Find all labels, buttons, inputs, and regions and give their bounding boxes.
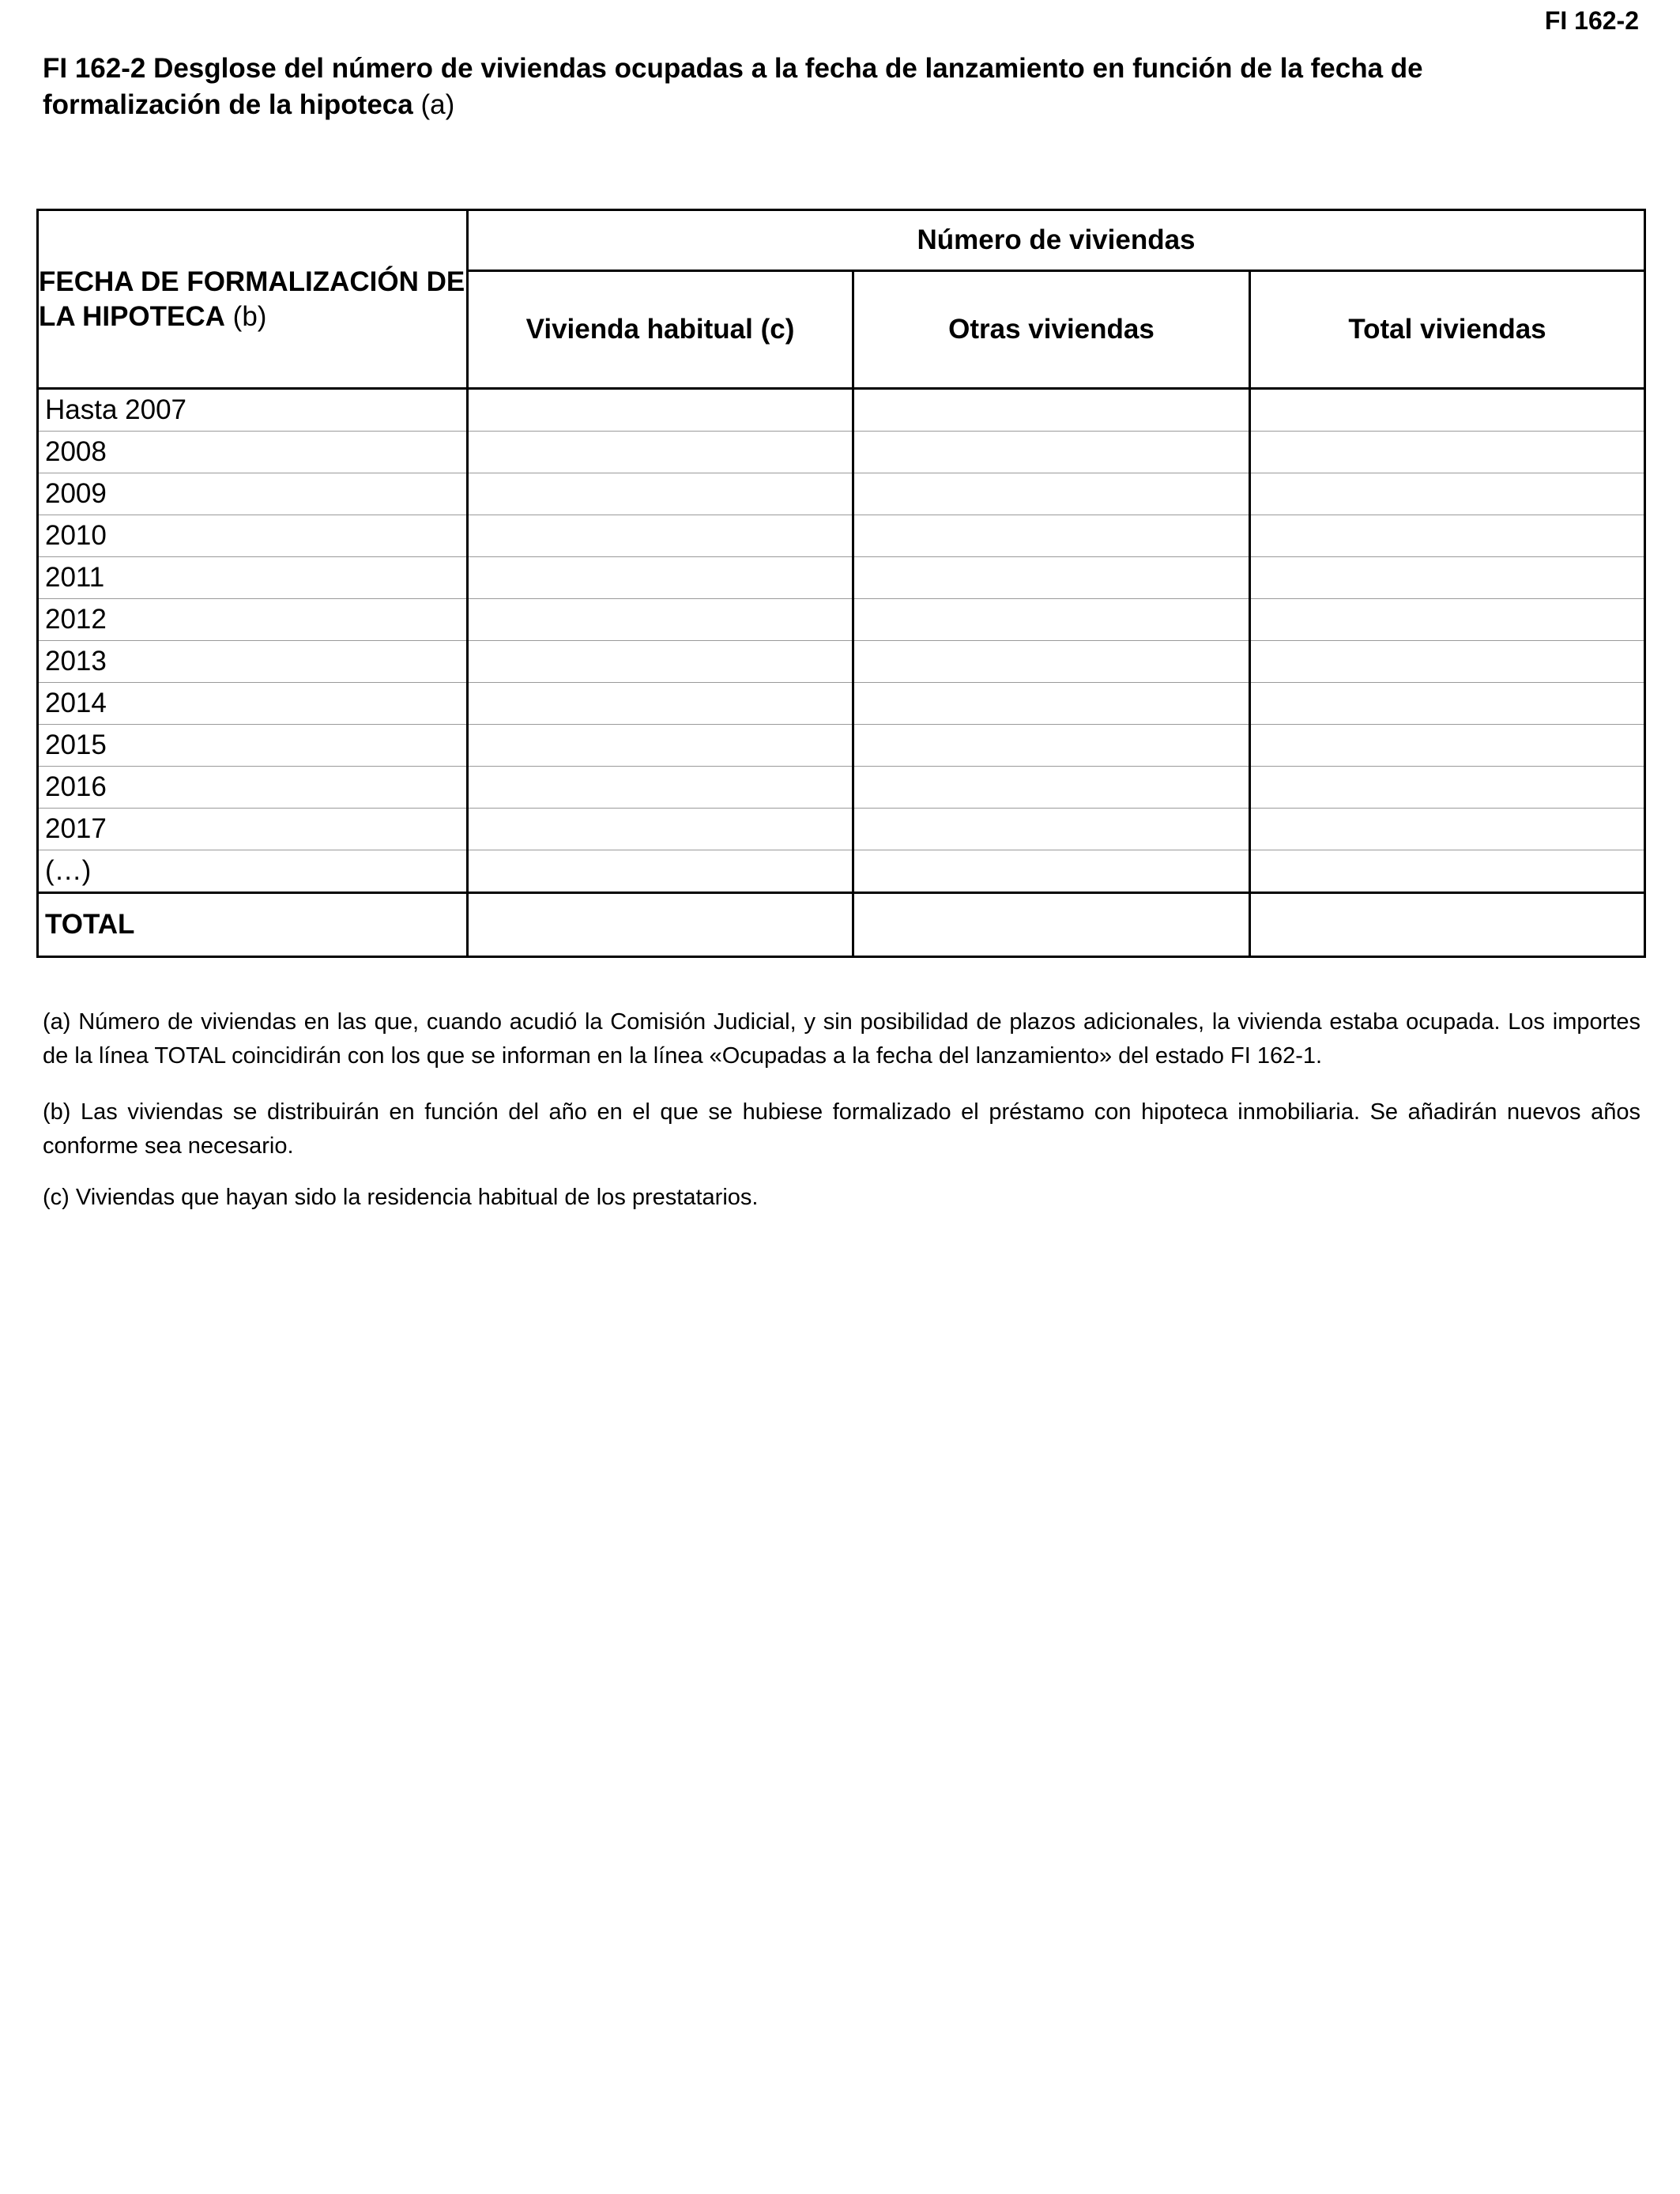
row-header-note-ref: (b) [224,300,267,332]
input-cell-vivienda-habitual[interactable] [468,473,853,515]
input-cell-total-viviendas[interactable] [1250,473,1645,515]
input-cell-otras-viviendas[interactable] [853,557,1250,599]
footnote-a: (a) Número de viviendas en las que, cuando acudió la Comisión Judicial, y sin posibilidad de plazos adicionales, la vivienda estaba ocupada. Los importes de la línea TOTAL coincidirán con los que se informan en la línea «Ocupadas a la fecha del lanzamiento» del estado FI 162-1. [43,1009,1640,1069]
input-cell-total-viviendas[interactable] [1250,683,1645,725]
footnote-b: (b) Las viviendas se distribuirán en función del año en el que se hubiese formalizado el préstamo con hipoteca inmobiliaria. Se añadirán nuevos años conforme sea necesario. [43,1099,1640,1159]
row-header-cell [38,210,468,389]
total-label: TOTAL [38,893,468,957]
input-cell-otras-viviendas[interactable] [853,432,1250,473]
table-row [38,557,1645,599]
row-label: 2010 [38,515,468,557]
input-cell-vivienda-habitual[interactable] [468,767,853,809]
column-header-note-ref: (c) [752,314,795,345]
row-label: 2011 [38,557,468,599]
input-cell-total-viviendas[interactable] [1250,641,1645,683]
input-cell-vivienda-habitual[interactable] [468,641,853,683]
row-label: 2012 [38,599,468,641]
page-title-note-ref: (a) [412,89,455,120]
table-row [38,683,1645,725]
row-label: (…) [38,850,468,893]
input-cell-total-viviendas[interactable] [1250,432,1645,473]
input-cell-vivienda-habitual[interactable] [468,599,853,641]
row-label: 2014 [38,683,468,725]
total-cell-vivienda-habitual[interactable] [468,893,853,957]
input-cell-otras-viviendas[interactable] [853,473,1250,515]
footnote-c: (c) Viviendas que hayan sido la residencia habitual de los prestatarios. [43,1185,759,1210]
input-cell-vivienda-habitual[interactable] [468,809,853,850]
input-cell-otras-viviendas[interactable] [853,767,1250,809]
input-cell-otras-viviendas[interactable] [853,683,1250,725]
table-row [38,473,1645,515]
column-header-vivienda-habitual [468,271,853,389]
row-label: 2008 [38,432,468,473]
row-label: Hasta 2007 [38,389,468,432]
row-label: 2009 [38,473,468,515]
footnotes [43,1005,1640,1237]
form-code: FI 162-2 [1544,6,1639,35]
table-row [38,809,1645,850]
column-header-total-viviendas [1250,271,1645,389]
table-row [38,767,1645,809]
row-label: 2015 [38,725,468,767]
input-cell-total-viviendas[interactable] [1250,809,1645,850]
input-cell-otras-viviendas[interactable] [853,725,1250,767]
column-header-otras-viviendas [853,271,1250,389]
page-title-main: FI 162-2 Desglose del número de viviendas ocupadas a la fecha de lanzamiento en función de la fecha de formalización de la hipoteca [43,53,1423,120]
input-cell-otras-viviendas[interactable] [853,809,1250,850]
table-row [38,725,1645,767]
total-cell-otras-viviendas[interactable] [853,893,1250,957]
input-cell-vivienda-habitual[interactable] [468,850,853,893]
input-cell-total-viviendas[interactable] [1250,557,1645,599]
input-cell-vivienda-habitual[interactable] [468,725,853,767]
total-row [38,893,1645,957]
input-cell-total-viviendas[interactable] [1250,515,1645,557]
page-title [43,51,1607,123]
input-cell-total-viviendas[interactable] [1250,599,1645,641]
table-row [38,599,1645,641]
input-cell-total-viviendas[interactable] [1250,725,1645,767]
column-header-label: Total viviendas [1348,314,1546,345]
total-cell-total-viviendas[interactable] [1250,893,1645,957]
data-table [36,209,1646,958]
input-cell-total-viviendas[interactable] [1250,389,1645,432]
input-cell-total-viviendas[interactable] [1250,767,1645,809]
table-row [38,641,1645,683]
row-label: 2017 [38,809,468,850]
table-row [38,389,1645,432]
input-cell-otras-viviendas[interactable] [853,389,1250,432]
input-cell-otras-viviendas[interactable] [853,850,1250,893]
table-row [38,850,1645,893]
input-cell-vivienda-habitual[interactable] [468,432,853,473]
input-cell-vivienda-habitual[interactable] [468,683,853,725]
input-cell-total-viviendas[interactable] [1250,850,1645,893]
input-cell-otras-viviendas[interactable] [853,641,1250,683]
row-header-label: FECHA DE FORMALIZACIÓN DE LA HIPOTECA [39,266,465,332]
column-header-label: Vivienda habitual [525,314,753,345]
input-cell-vivienda-habitual[interactable] [468,557,853,599]
input-cell-vivienda-habitual[interactable] [468,389,853,432]
table-row [38,515,1645,557]
row-label: 2016 [38,767,468,809]
input-cell-otras-viviendas[interactable] [853,599,1250,641]
input-cell-vivienda-habitual[interactable] [468,515,853,557]
input-cell-otras-viviendas[interactable] [853,515,1250,557]
group-header: Número de viviendas [468,210,1645,271]
table-row [38,432,1645,473]
row-label: 2013 [38,641,468,683]
column-header-label: Otras viviendas [948,314,1155,345]
